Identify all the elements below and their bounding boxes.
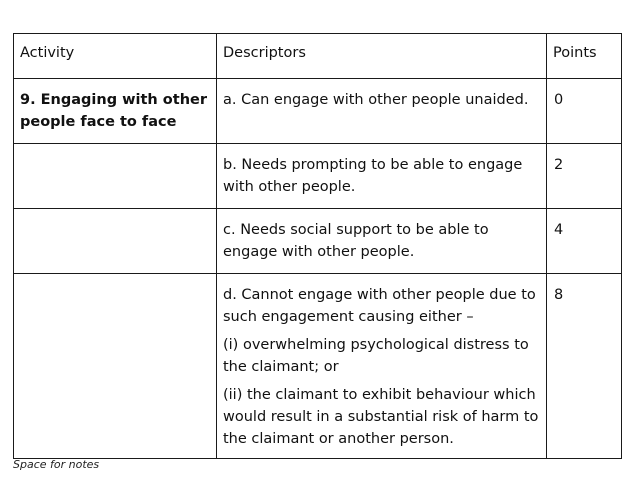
points-cell <box>547 79 622 144</box>
points-cell <box>547 144 622 209</box>
points-value: 0 <box>554 92 564 108</box>
table-header-row <box>14 34 622 79</box>
notes-label: Space for notes <box>13 458 100 471</box>
table-row <box>14 79 622 144</box>
points-value: 2 <box>554 157 564 173</box>
descriptor-subitem: (i) overwhelming psychological distress to the claimant; or <box>223 337 529 375</box>
descriptor-subitem: (ii) the claimant to exhibit behaviour which would result in a substantial risk of harm to the claimant or another person. <box>223 387 539 447</box>
table-row <box>14 144 622 209</box>
descriptor-cell <box>217 274 547 459</box>
points-cell <box>547 274 622 459</box>
points-value: 8 <box>554 287 564 303</box>
points-cell <box>547 209 622 274</box>
descriptor-cell <box>217 144 547 209</box>
activity-cell-empty <box>14 209 217 274</box>
table-row <box>14 274 622 459</box>
assessment-table-container <box>13 33 622 459</box>
descriptor-cell <box>217 79 547 144</box>
table-row <box>14 209 622 274</box>
descriptor-text: d. Cannot engage with other people due to such engagement causing either – <box>223 287 536 325</box>
descriptor-cell <box>217 209 547 274</box>
activity-cell <box>14 79 217 144</box>
activity-cell-empty <box>14 274 217 459</box>
points-value: 4 <box>554 222 564 238</box>
header-points: Points <box>547 34 622 79</box>
header-activity: Activity <box>14 34 217 79</box>
descriptor-text: a. Can engage with other people unaided. <box>223 92 529 108</box>
descriptor-text: c. Needs social support to be able to engage with other people. <box>223 222 489 260</box>
header-descriptors: Descriptors <box>217 34 547 79</box>
assessment-table <box>13 33 622 459</box>
activity-label: 9. Engaging with other people face to face <box>20 92 208 130</box>
descriptor-text: b. Needs prompting to be able to engage with other people. <box>223 157 523 195</box>
activity-cell-empty <box>14 144 217 209</box>
